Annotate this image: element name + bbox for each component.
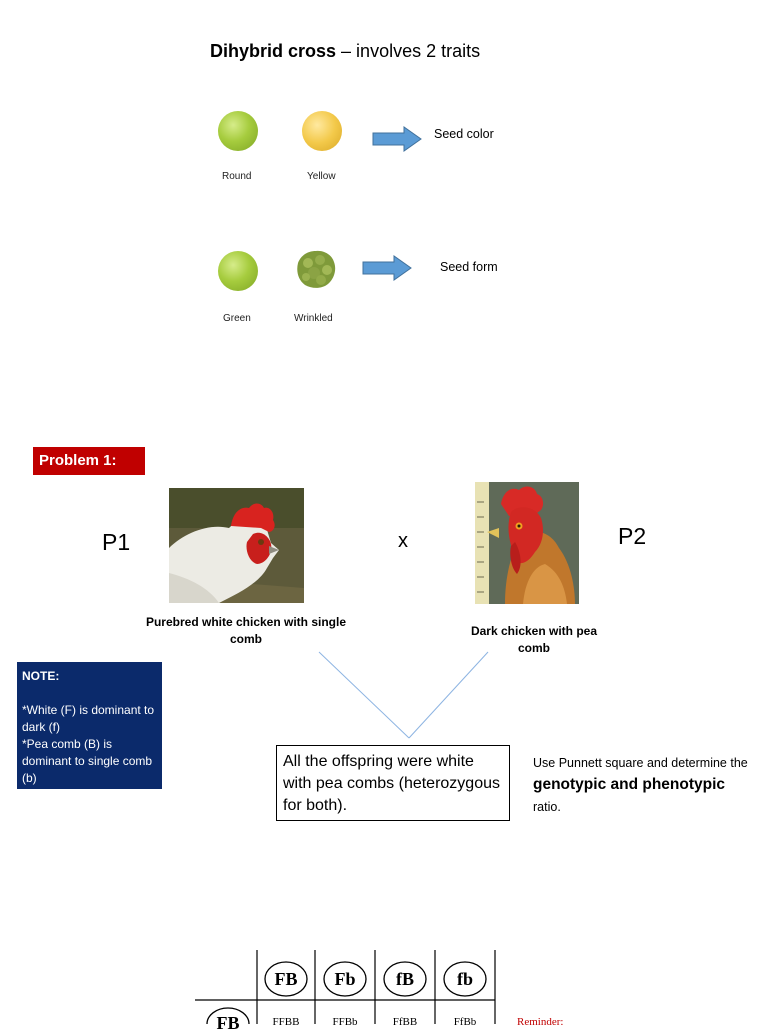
pea-label-wrinkled: Wrinkled bbox=[294, 313, 333, 324]
p2-label: P2 bbox=[618, 523, 647, 549]
punnett-header-3: fB bbox=[396, 969, 414, 989]
note-box bbox=[17, 662, 162, 789]
offspring-box: All the offspring were white with pea combs (heterozygous for both). bbox=[276, 745, 510, 821]
note-line1: *White (F) is dominant to dark (f) bbox=[22, 703, 155, 734]
seed-color-label: Seed color bbox=[434, 127, 494, 141]
round-pea-image bbox=[218, 111, 258, 151]
punnett-row-header: FB bbox=[216, 1013, 240, 1033]
pea-label-round: Round bbox=[222, 171, 252, 182]
p1-caption-line1: Purebred white chicken with single bbox=[145, 615, 347, 629]
note-heading: NOTE: bbox=[22, 669, 60, 683]
cross-symbol: x bbox=[398, 530, 408, 552]
punnett-cell-2: FFBb bbox=[332, 1016, 358, 1028]
instruction-text bbox=[533, 752, 753, 818]
title-rest: – involves 2 traits bbox=[336, 41, 481, 61]
arrow-right-icon bbox=[372, 126, 422, 152]
punnett-cell-4: FfBb bbox=[453, 1016, 477, 1028]
p2-caption-line1: Dark chicken with pea bbox=[470, 624, 598, 638]
dark-chicken-photo bbox=[475, 482, 579, 604]
arrow-right-icon bbox=[362, 255, 412, 281]
instruction-bold: genotypic and phenotypic bbox=[533, 776, 726, 793]
punnett-cell-3: FfBB bbox=[392, 1016, 418, 1028]
yellow-pea-image bbox=[302, 111, 342, 151]
p1-caption bbox=[128, 614, 364, 648]
wrinkled-pea-image bbox=[294, 248, 338, 290]
punnett-header-2: Fb bbox=[334, 969, 356, 989]
p1-label: P1 bbox=[102, 529, 131, 555]
punnett-square bbox=[195, 950, 575, 1033]
page-title bbox=[210, 41, 480, 62]
punnett-header-4: fb bbox=[456, 969, 473, 989]
instruction-pre: Use Punnett square and determine the bbox=[533, 756, 748, 770]
punnett-cell-1: FFBB bbox=[272, 1016, 300, 1028]
punnett-header-1: FB bbox=[274, 969, 298, 989]
white-chicken-photo bbox=[169, 488, 304, 603]
green-pea-image bbox=[218, 251, 258, 291]
title-bold: Dihybrid cross bbox=[210, 41, 337, 61]
pea-label-green: Green bbox=[223, 313, 251, 324]
seed-form-label: Seed form bbox=[440, 260, 498, 274]
note-line2: *Pea comb (B) is dominant to single comb (b) bbox=[22, 737, 153, 785]
instruction-post: ratio. bbox=[533, 800, 561, 814]
p2-caption-line2: comb bbox=[517, 641, 550, 655]
pea-label-yellow: Yellow bbox=[307, 171, 336, 182]
reminder-label: Reminder: bbox=[517, 1016, 564, 1028]
p2-caption bbox=[444, 623, 624, 657]
problem-label: Problem 1: bbox=[33, 447, 145, 475]
p1-caption-line2: comb bbox=[229, 632, 262, 646]
